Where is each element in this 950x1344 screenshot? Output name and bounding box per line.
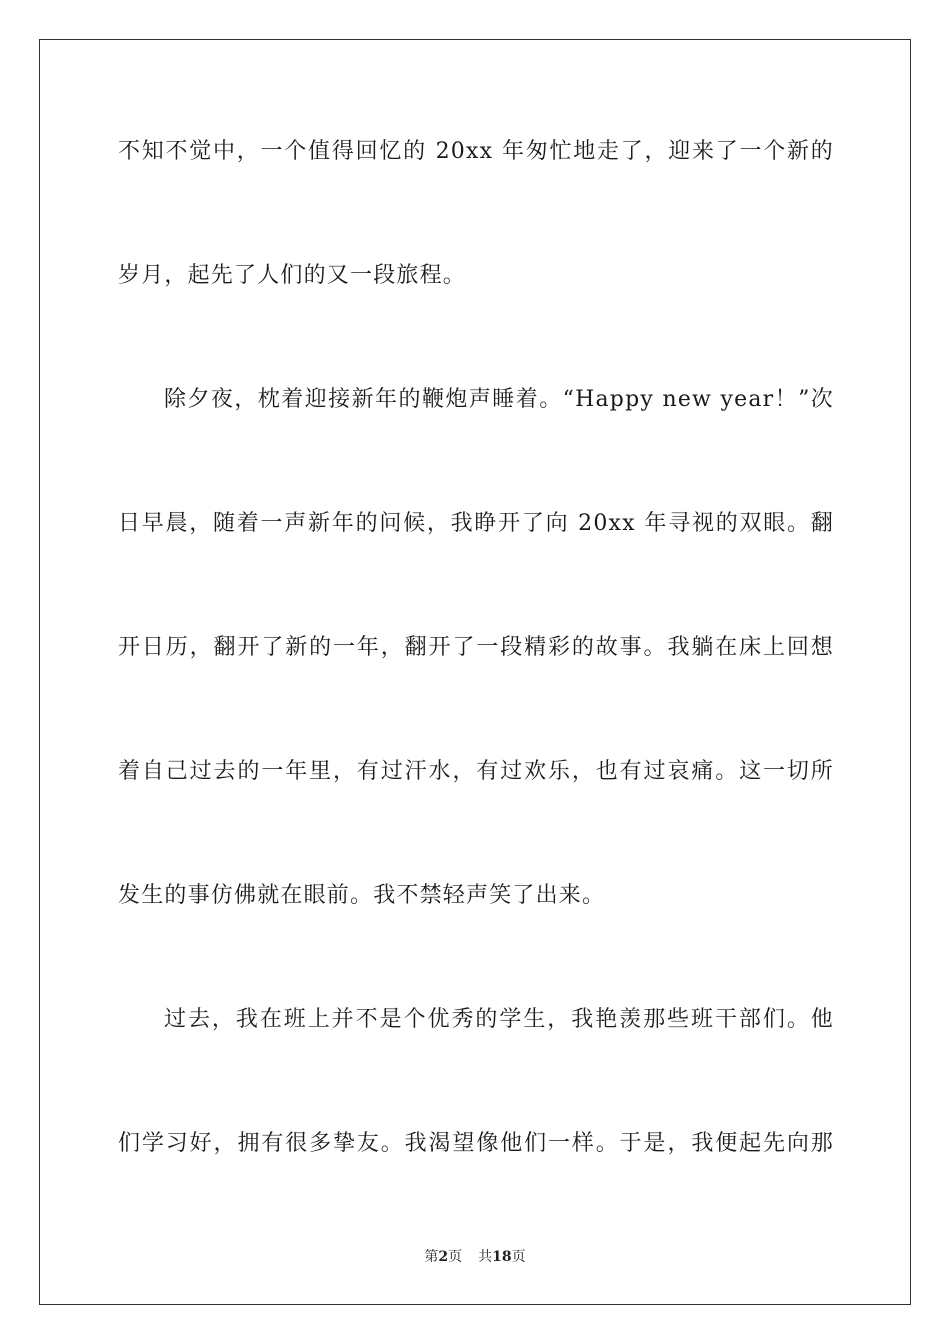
- footer-total-pages: 18: [492, 1249, 512, 1265]
- text-line-9: 们学习好，拥有很多挚友。我渴望像他们一样。于是，我便起先向那: [118, 1131, 834, 1156]
- page-border: [39, 39, 911, 1305]
- text-line-8: 过去，我在班上并不是个优秀的学生，我艳羡那些班干部们。他: [164, 1007, 834, 1032]
- text-line-5: 开日历，翻开了新的一年，翻开了一段精彩的故事。我躺在床上回想: [118, 635, 834, 660]
- footer-total-suffix: 页: [511, 1249, 526, 1265]
- footer-total-prefix: 共: [478, 1249, 493, 1265]
- text-line-2: 岁月，起先了人们的又一段旅程。: [118, 263, 467, 288]
- text-line-1: 不知不觉中，一个值得回忆的 20xx 年匆忙地走了，迎来了一个新的: [118, 139, 834, 164]
- text-line-3: 除夕夜，枕着迎接新年的鞭炮声睡着。“Happy new year！”次: [164, 387, 834, 412]
- page-footer: [0, 1247, 950, 1267]
- footer-prefix: 第: [424, 1249, 439, 1265]
- footer-page-suffix: 页: [448, 1249, 463, 1265]
- text-line-4: 日早晨，随着一声新年的问候，我睁开了向 20xx 年寻视的双眼。翻: [118, 511, 834, 536]
- footer-page-number: 2: [438, 1249, 449, 1265]
- text-line-7: 发生的事仿佛就在眼前。我不禁轻声笑了出来。: [118, 883, 606, 908]
- text-line-6: 着自己过去的一年里，有过汗水，有过欢乐，也有过哀痛。这一切所: [118, 759, 834, 784]
